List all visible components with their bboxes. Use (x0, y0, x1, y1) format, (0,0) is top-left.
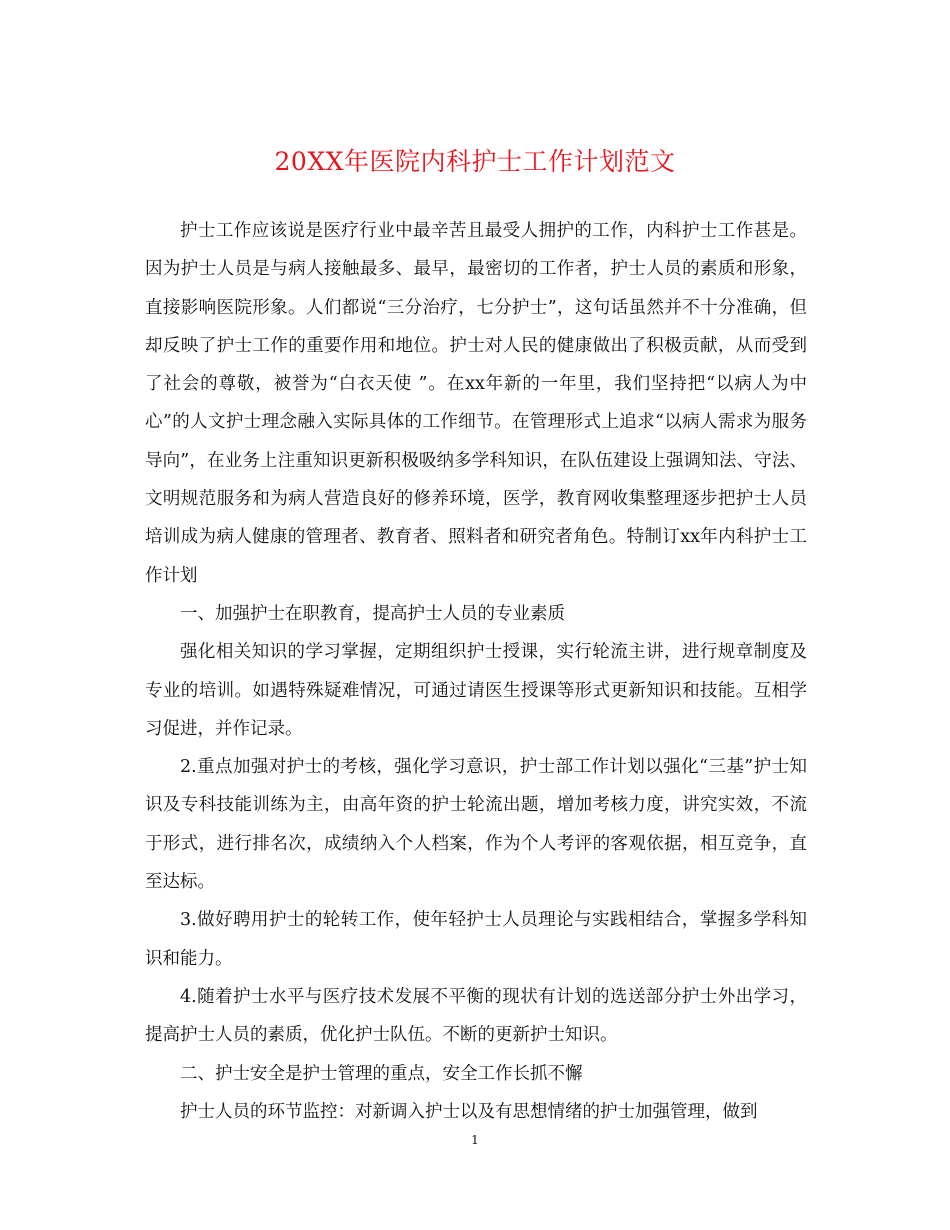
section-heading-1: 一、加强护士在职教育，提高护士人员的专业素质 (180, 603, 565, 624)
page-number: 1 (471, 1133, 479, 1147)
paragraph-1-4: 4.随着护士水平与医疗技术发展不平衡的现状有计划的选送部分护士外出学习，提高护士人员的素质，优化护士队伍。不断的更新护士知识。 (145, 986, 807, 1046)
document-title: 20XX年医院内科护士工作计划范文 (274, 147, 676, 176)
paragraph-1-1: 强化相关知识的学习掌握，定期组织护士授课，实行轮流主讲，进行规章制度及专业的培训。如遇特殊疑难情况，可通过请医生授课等形式更新知识和技能。互相学习促进，并作记录。 (145, 642, 807, 739)
paragraph-2-1: 护士人员的环节监控：对新调入护士以及有思想情绪的护士加强管理，做到 (180, 1101, 758, 1122)
paragraph-1-3: 3.做好聘用护士的轮转工作，使年轻护士人员理论与实践相结合，掌握多学科知识和能力。 (145, 910, 807, 969)
document-body (145, 212, 807, 1131)
paragraph-intro: 护士工作应该说是医疗行业中最辛苦且最受人拥护的工作，内科护士工作甚是。因为护士人员是与病人接触最多、最早，最密切的工作者，护士人员的素质和形象，直接影响医院形象。人们都说“三分治疗，七分护士”，这句话虽然并不十分准确，但却反映了护士工作的重要作用和地位。护士对人民的健康做出了积极贡献，从而受到了社会的尊敬，被誉为“白衣天使 ”。在xx年新的一年里，我们坚持把“以病人为中心”的人文护士理念融入实际具体的工作细节。在管理形式上追求“以病人需求为服务导向”，在业务上注重知识更新积极吸纳多学科知识，在队伍建设上强调知法、守法、文明规范服务和为病人营造良好的修养环境，医学，教育网收集整理逐步把护士人员培训成为病人健康的管理者、教育者、照料者和研究者角色。特制订xx年内科护士工作计划 (145, 221, 807, 586)
section-heading-2: 二、护士安全是护士管理的重点，安全工作长抓不懈 (180, 1063, 583, 1084)
paragraph-1-2: 2.重点加强对护士的考核，强化学习意识，护士部工作计划以强化“三基”护士知识及专科技能训练为主，由高年资的护士轮流出题，增加考核力度，讲究实效，不流于形式，进行排名次，成绩纳入个人档案，作为个人考评的客观依据，相互竞争，直至达标。 (145, 757, 807, 893)
